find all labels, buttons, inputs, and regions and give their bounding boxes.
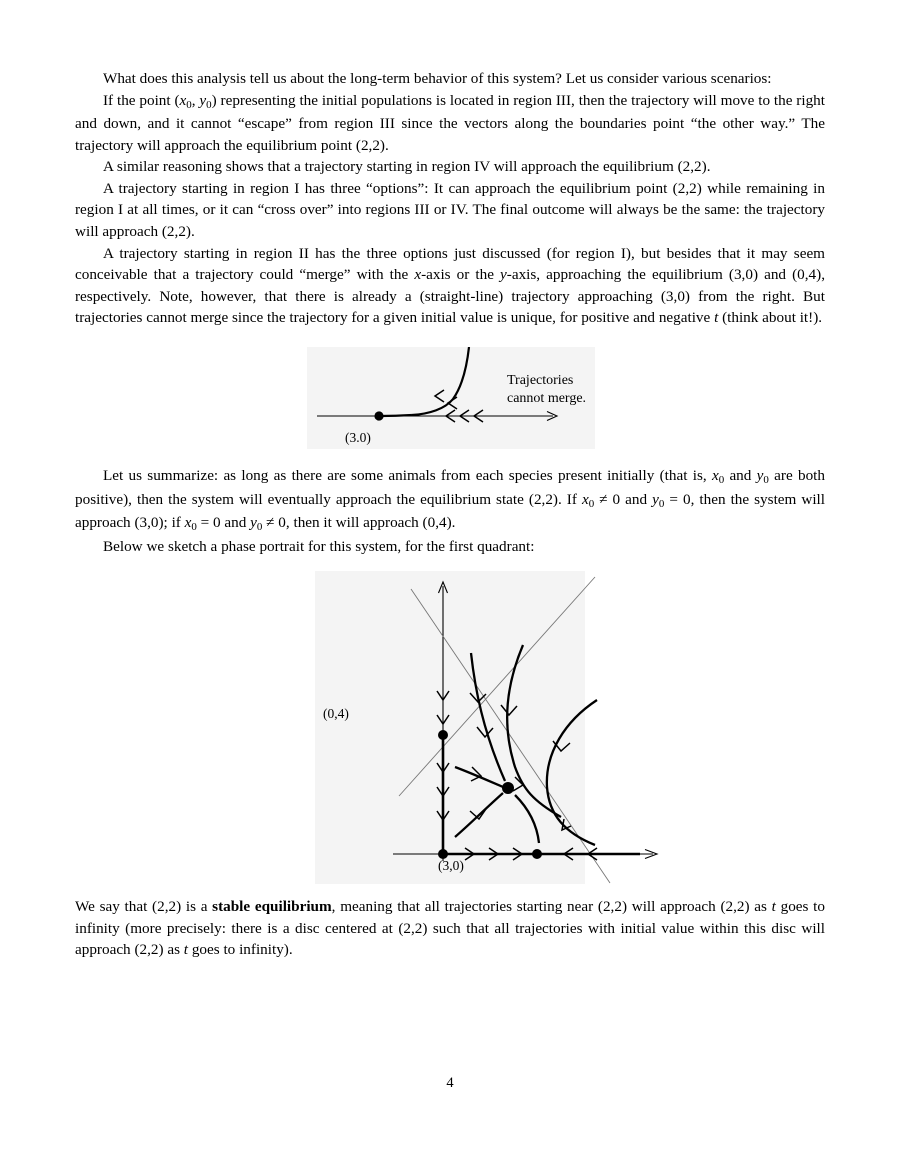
paragraph-4: A trajectory starting in region I has three “options”: It can approach the equilibrium point (2,2) while remaining in region I at all times, or it can “cross over” into regions III or IV. The final outcome will always be the same: the trajectory will approach (2,2). <box>75 179 825 241</box>
figure-trajectories-cannot-merge <box>75 347 825 465</box>
paragraph-2: If the point ($x_0$, $y_0$) representing the initial populations is located in region III, then the trajectory will move to the right and down, and it cannot “escape” from region III since the vectors along the boundaries point “the other way.” The trajectory will approach the equilibrium point (2,2). <box>75 91 825 154</box>
paragraph-1: What does this analysis tell us about the long-term behavior of this system? Let us consider various scenarios: <box>103 70 772 87</box>
paragraph-5: A trajectory starting in region II has the three options just discussed (for region I), but besides that it may seem conceivable that a trajectory could “merge” with the x-axis or the y-axis, approaching the equilibrium (3,0) and (0,4), respectively. Note, however, that there is already a (straight-line) trajectory approaching (3,0) from the right. But trajectories cannot merge since the trajectory for a given initial value is unique, for positive and negative t (think about it!). <box>75 244 825 327</box>
document-body <box>75 68 825 961</box>
figure2-label-3-0: (3,0) <box>438 858 464 874</box>
paragraph-3: A similar reasoning shows that a trajectory starting in region IV will approach the equilibrium (2,2). <box>103 158 711 176</box>
paragraph-6: Let us summarize: as long as there are some animals from each species present initially (that is, $x_0$ and $y_0$ are both positive), then the system will eventually approach the equilibrium state (2,2). If $x_0 \ne 0$ and $y_0 = 0$, then the system will approach (3,0); if $x_0 = 0$ and $y_0 \ne 0$, then it will approach (0,4). <box>75 466 825 534</box>
figure1-point-label: (3.0) <box>345 429 371 445</box>
paragraph-8: We say that (2,2) is a stable equilibrium, meaning that all trajectories starting near (2,2) will approach (2,2) as t goes to infinity (more precisely: there is a disc centered at (2,2) such that all trajectories with initial value within this disc will approach (2,2) as t goes to infinity). <box>75 898 825 959</box>
figure2-graphic <box>265 571 685 884</box>
paragraph-7: Below we sketch a phase portrait for this system, for the first quadrant: <box>103 537 535 555</box>
figure2-label-0-4: (0,4) <box>323 706 349 722</box>
figure-phase-portrait <box>75 571 825 896</box>
figure1-caption <box>507 372 627 408</box>
page-number: 4 <box>446 1075 454 1091</box>
figure1-caption-line1: Trajectories <box>507 372 574 388</box>
figure1-caption-line2: cannot merge. <box>507 390 587 406</box>
